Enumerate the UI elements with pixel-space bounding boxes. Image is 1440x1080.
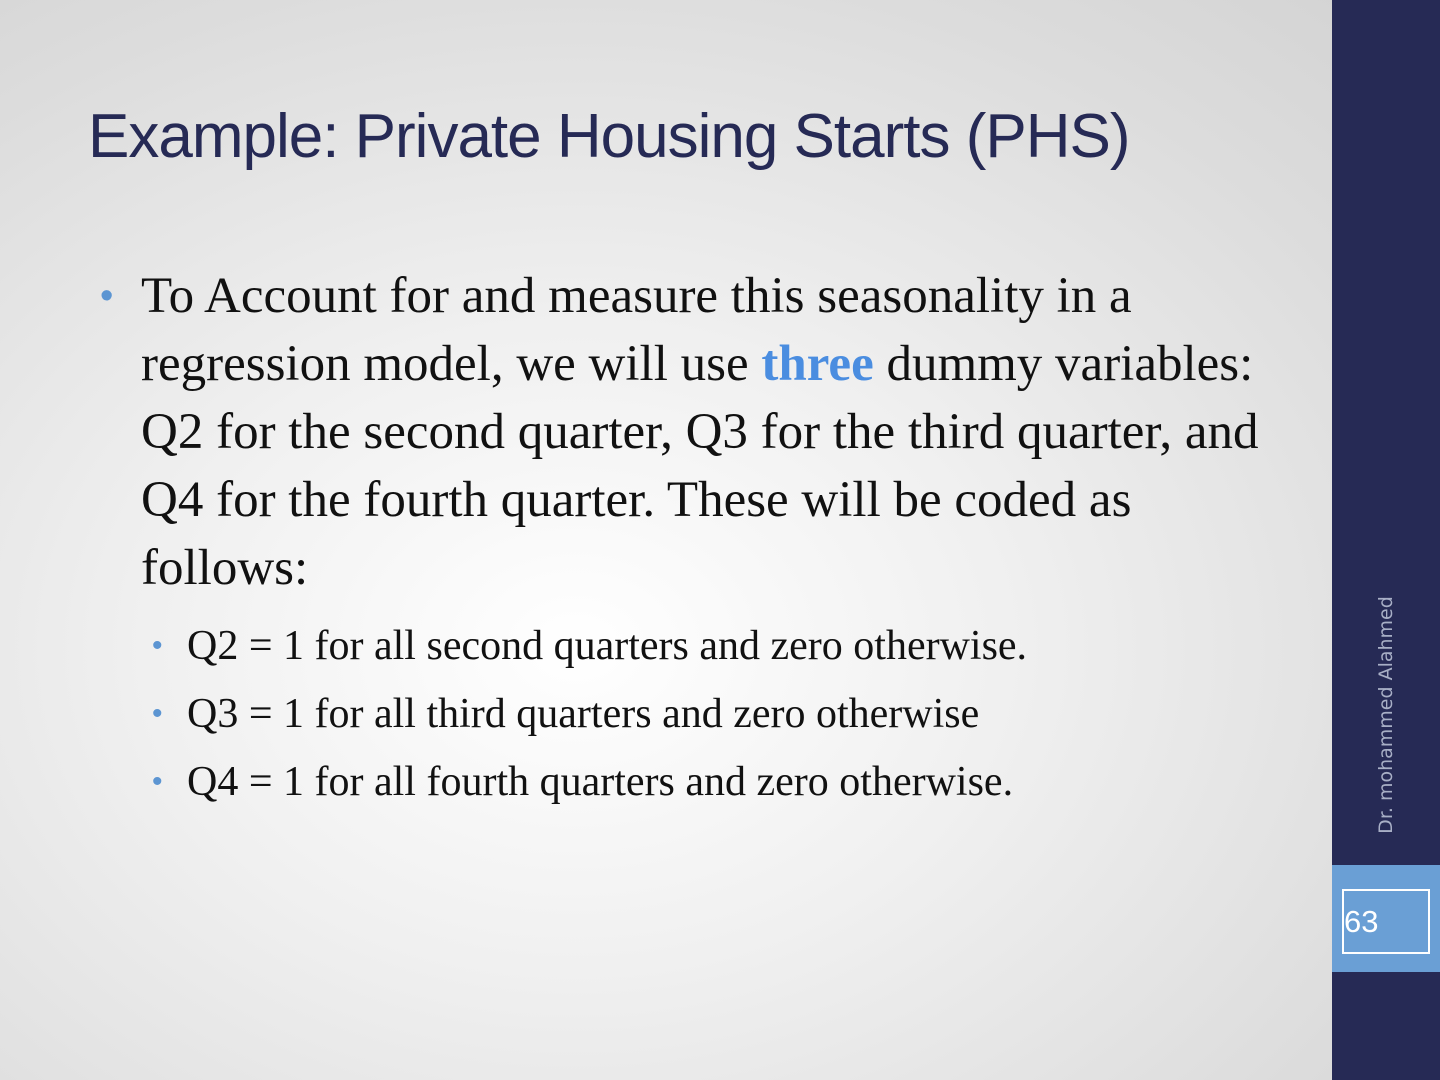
sub-bullet-list <box>100 612 1300 816</box>
bullet-icon: • <box>100 275 114 317</box>
slide-title: Example: Private Housing Starts (PHS) <box>88 102 1130 171</box>
main-bullet <box>100 262 1300 602</box>
slide-body <box>100 262 1300 816</box>
main-bullet-text-before: To Account for and measure this seasonality in a regression model, we will use <box>141 268 1132 392</box>
sub-bullet-text: Q3 = 1 for all third quarters and zero otherwise <box>187 691 980 737</box>
author-label: Dr. mohammed Alahmed <box>1375 596 1397 834</box>
sub-bullet-q4 <box>152 748 1300 816</box>
bullet-icon: • <box>152 629 163 662</box>
main-bullet-text-after: dummy variables: Q2 for the second quarter, Q3 for the third quarter, and Q4 for the fourth quarter. These will be coded as follows: <box>141 336 1259 596</box>
sub-bullet-q3 <box>152 680 1300 748</box>
bullet-icon: • <box>152 765 163 798</box>
main-bullet-highlight: three <box>761 336 874 392</box>
sub-bullet-text: Q4 = 1 for all fourth quarters and zero otherwise. <box>187 759 1014 805</box>
bullet-icon: • <box>152 697 163 730</box>
sub-bullet-text: Q2 = 1 for all second quarters and zero otherwise. <box>187 623 1028 669</box>
page-number: 63 <box>1342 889 1430 954</box>
sub-bullet-q2 <box>152 612 1300 680</box>
page-number-band <box>1332 865 1440 972</box>
